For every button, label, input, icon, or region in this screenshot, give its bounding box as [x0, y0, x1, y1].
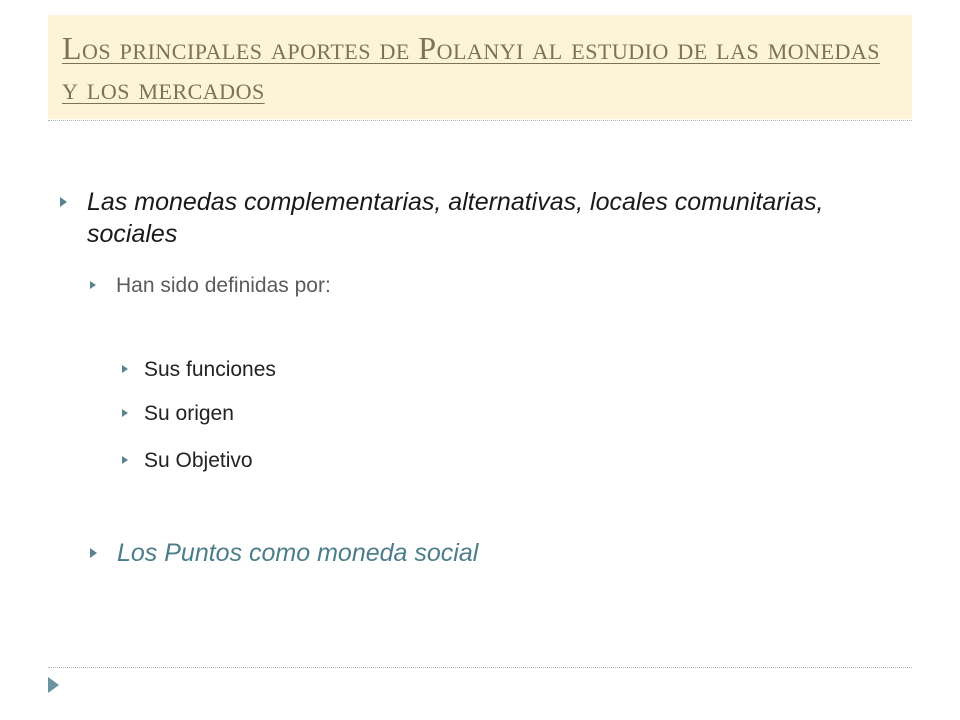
- bullet-sub-text: Han sido definidas por:: [116, 274, 331, 297]
- list-item: [122, 356, 276, 384]
- bullet-arrow-icon: [122, 456, 128, 464]
- list-item-text: Sus funciones: [144, 358, 276, 381]
- title-divider: [48, 120, 912, 121]
- bullet-highlight-text: Los Puntos como moneda social: [117, 539, 479, 567]
- list-item: [122, 447, 253, 475]
- list-item: [122, 400, 234, 428]
- next-slide-arrow-icon[interactable]: [48, 677, 59, 693]
- bullet-main-text: Las monedas complementarias, alternativas, locales comunitarias, sociales: [87, 188, 824, 248]
- list-item-text: Su origen: [144, 402, 234, 425]
- bullet-arrow-icon: [122, 365, 128, 373]
- bullet-arrow-icon: [60, 197, 67, 207]
- slide-title: Los principales aportes de Polanyi al estudio de las monedas y los mercados: [62, 30, 881, 106]
- bullet-arrow-icon: [90, 281, 96, 289]
- bullet-sub: [90, 272, 331, 300]
- footer-divider: [48, 667, 912, 668]
- bullet-highlight: [90, 537, 478, 569]
- list-item-text: Su Objetivo: [144, 449, 253, 472]
- bullet-arrow-icon: [122, 409, 128, 417]
- bullet-arrow-icon: [90, 548, 97, 558]
- bullet-main: [60, 186, 847, 250]
